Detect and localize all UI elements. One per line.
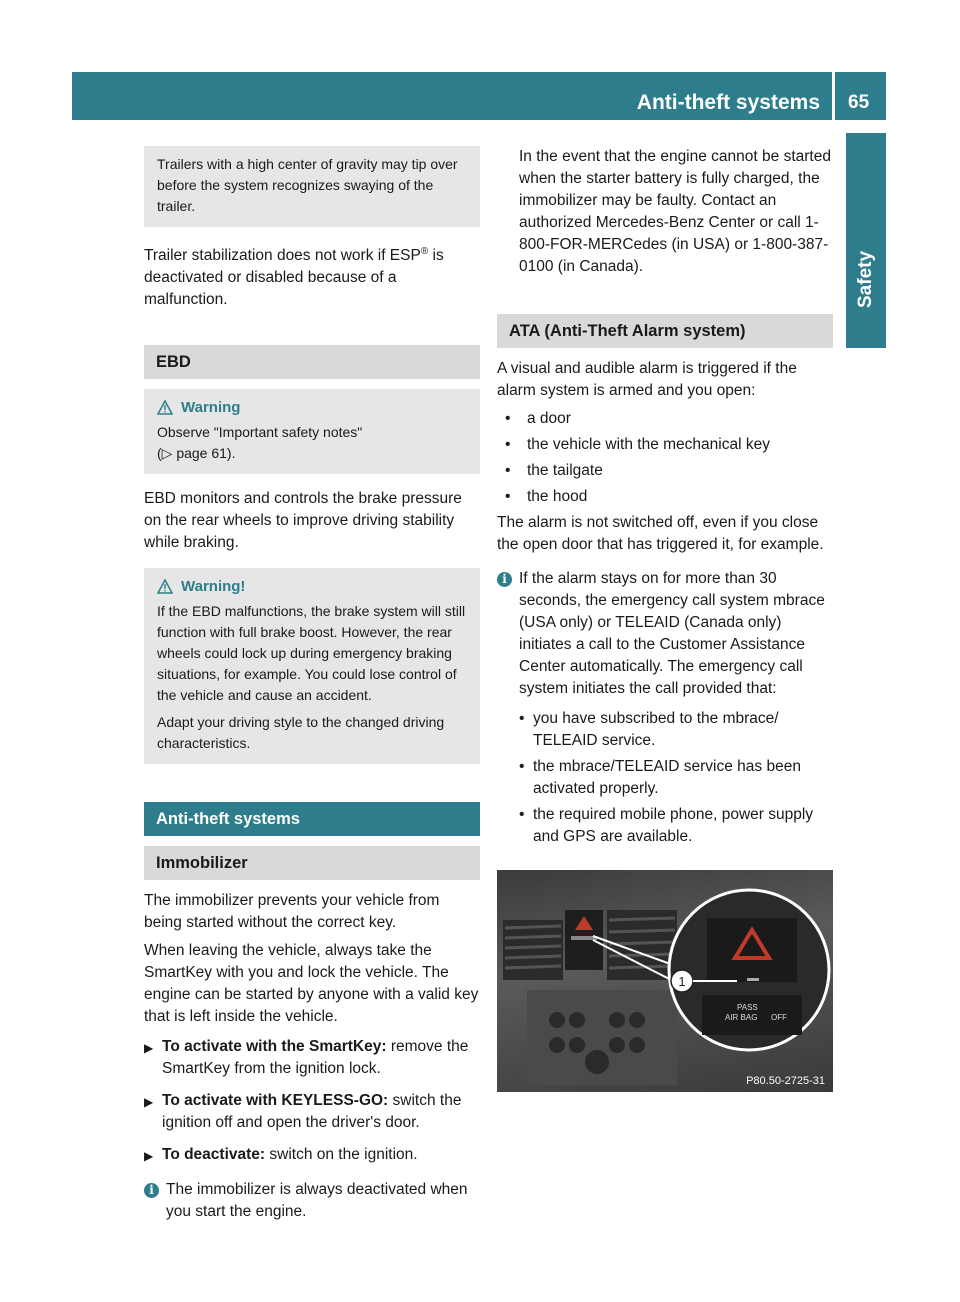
list-item: • the tailgate [497, 460, 833, 482]
side-tab-label: Safety [855, 250, 876, 308]
list-item: • you have subscribed to the mbrace/ TELEAID service. [519, 708, 833, 752]
photo-pass-text: PASS [737, 1003, 758, 1012]
warning-triangle-icon [157, 579, 173, 594]
step-arrow-icon: ▶ [144, 1149, 154, 1164]
ebd-warning2-text1: If the EBD malfunctions, the brake system will still function with full brake boost. However, the rear wheels could lock up during emergency braking situations, for example. You could lose control of the vehicle and cause an accident. [157, 603, 466, 704]
registered-mark: ® [420, 246, 429, 257]
step-text [162, 1090, 480, 1134]
right-column [497, 146, 833, 1092]
ebd-warning2-header [157, 576, 470, 597]
list-item: • the hood [497, 486, 833, 508]
ata-info [497, 568, 833, 852]
anti-theft-heading: Anti-theft systems [144, 802, 480, 836]
ata-paragraph: A visual and audible alarm is triggered if the alarm system is armed and you open: [497, 360, 797, 399]
ebd-warning2-box [144, 568, 480, 764]
step-desc: remove the SmartKey from the ignition lock. [162, 1038, 469, 1078]
step-item [144, 1090, 480, 1134]
trailer-note-text: Trailers with a high center of gravity may tip over before the system recognizes swaying of the trailer. [157, 156, 458, 214]
immobilizer-heading: Immobilizer [144, 846, 480, 880]
ebd-warning-ref[interactable]: (▷ page 61). [157, 445, 236, 462]
ebd-warning2-text2: Adapt your driving style to the changed driving characteristics. [157, 714, 445, 752]
list-item-text: the hood [527, 488, 588, 505]
list-item-text: a door [527, 410, 571, 427]
list-item: • a door [497, 408, 833, 430]
ebd-warning-title: Warning [181, 399, 241, 417]
step-text [162, 1144, 418, 1167]
step-desc: switch on the ignition. [265, 1146, 418, 1164]
ebd-warning-text: Observe "Important safety notes" [157, 424, 363, 441]
left-column [144, 146, 480, 1233]
trailer-para-a: Trailer stabilization does not work if ESP [144, 247, 421, 265]
info-icon: i [144, 1179, 166, 1223]
step-arrow-icon: ▶ [144, 1041, 154, 1056]
list-item: • the mbrace/TELEAID service has been activated properly. [519, 756, 833, 800]
immob-paragraph-2: When leaving the vehicle, always take the SmartKey with you and lock the vehicle. The engine can be started by anyone with a valid key that is left inside the vehicle. [144, 942, 479, 1026]
dashboard-illustration [497, 870, 833, 1092]
immob-info-text: The immobilizer is always deactivated when you start the engine. [166, 1181, 468, 1221]
ebd-warning2-title: Warning! [181, 578, 246, 596]
ata-paragraph-2: The alarm is not switched off, even if you close the open door that has triggered it, for example. [497, 514, 824, 553]
step-item [144, 1144, 480, 1167]
ebd-warning-box [144, 389, 480, 474]
photo-reference: P80.50-2725-31 [746, 1075, 825, 1087]
dashboard-photo [497, 870, 833, 1092]
step-desc: switch the ignition off and open the driver's door. [162, 1092, 462, 1132]
ata-info-content [519, 568, 833, 852]
list-item-text: the required mobile phone, power supply and GPS are available. [533, 806, 814, 845]
step-label: To deactivate: [162, 1146, 266, 1164]
trailer-para-b: is deactivated or disabled because of a malfunction. [144, 247, 444, 309]
ata-heading: ATA (Anti-Theft Alarm system) [497, 314, 833, 348]
ebd-paragraph: EBD monitors and controls the brake pressure on the rear wheels to improve driving stability while braking. [144, 490, 462, 552]
list-item-text: you have subscribed to the mbrace/ TELEAID service. [533, 710, 779, 749]
engine-paragraph-wrap [497, 146, 833, 278]
photo-callout-number: 1 [678, 974, 686, 989]
engine-paragraph: In the event that the engine cannot be started when the starter battery is fully charged, the immobilizer may be faulty. Contact an authorized Mercedes-Benz Center or call 1-800-FOR-MERCedes (in USA) or 1-800-387-0100 (in Canada). [519, 148, 831, 275]
list-item-text: the vehicle with the mechanical key [527, 436, 770, 453]
page-number: 65 [848, 92, 870, 113]
header-divider [832, 72, 835, 120]
list-item-text: the mbrace/TELEAID service has been activated properly. [533, 758, 801, 797]
step-text [162, 1036, 480, 1080]
page-title: Anti-theft systems [636, 91, 820, 114]
list-item: • the vehicle with the mechanical key [497, 434, 833, 456]
immob-paragraph-1: The immobilizer prevents your vehicle from being started without the correct key. [144, 892, 440, 932]
step-label: To activate with KEYLESS-GO: [162, 1092, 389, 1110]
list-item-text: the tailgate [527, 462, 603, 479]
trailer-paragraph [144, 241, 480, 311]
step-label: To activate with the SmartKey: [162, 1038, 387, 1056]
ebd-heading: EBD [144, 345, 480, 379]
step-arrow-icon: ▶ [144, 1095, 154, 1110]
info-icon: i [497, 568, 519, 852]
photo-off-text: OFF [771, 1013, 787, 1022]
ata-bullet-list [497, 408, 833, 508]
ata-info-text: If the alarm stays on for more than 30 seconds, the emergency call system mbrace (USA only) or TELEAID (Canada only) initiates a call to the Customer Assistance Center automatically. The emergency call system initiates the call provided that: [519, 570, 825, 697]
ebd-warning-header [157, 397, 470, 418]
step-item [144, 1036, 480, 1080]
list-item: • the required mobile phone, power supply and GPS are available. [519, 804, 833, 848]
photo-airbag-text: AIR BAG [725, 1013, 758, 1022]
side-tab [846, 133, 886, 348]
immob-info [144, 1179, 480, 1223]
warning-triangle-icon [157, 400, 173, 415]
trailer-note [144, 146, 480, 227]
